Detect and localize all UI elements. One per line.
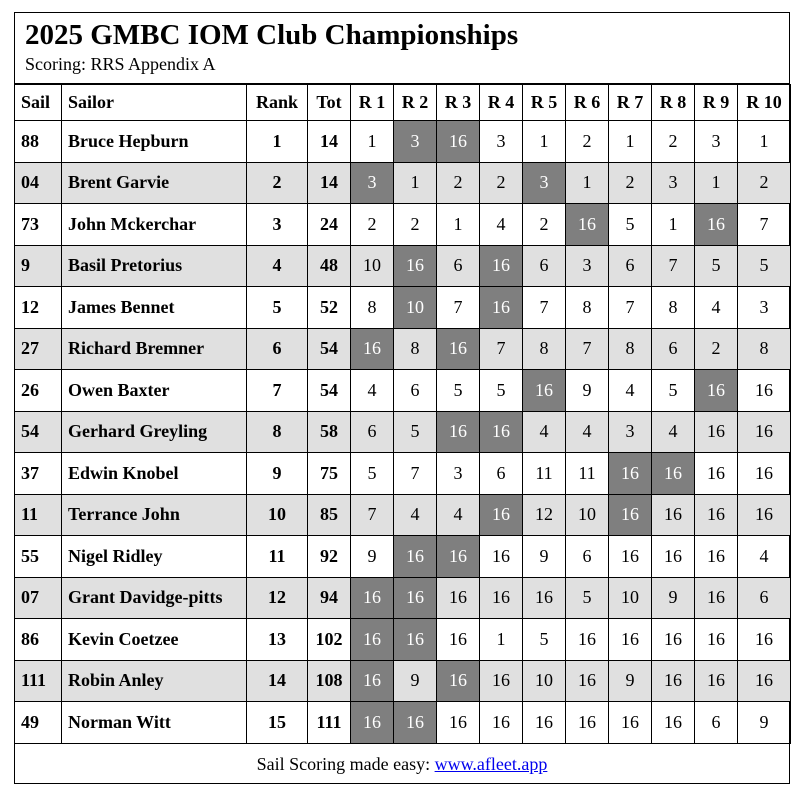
race-score-cell: 3 [437, 453, 480, 495]
rank-cell: 3 [247, 204, 308, 246]
sailor-name-cell: Grant Davidge-pitts [62, 577, 247, 619]
table-row [15, 453, 791, 495]
sailor-name-cell: Terrance John [62, 494, 247, 536]
column-header: R 8 [652, 85, 695, 121]
race-score-cell: 16 [523, 577, 566, 619]
discarded-score-cell: 16 [437, 411, 480, 453]
race-score-cell: 16 [609, 536, 652, 578]
race-score-cell: 4 [437, 494, 480, 536]
discarded-score-cell: 16 [480, 411, 523, 453]
total-cell: 14 [308, 121, 351, 163]
sailor-name-cell: James Bennet [62, 287, 247, 329]
race-score-cell: 5 [437, 370, 480, 412]
rank-cell: 9 [247, 453, 308, 495]
discarded-score-cell: 16 [351, 619, 394, 661]
total-cell: 94 [308, 577, 351, 619]
discarded-score-cell: 16 [609, 494, 652, 536]
total-cell: 58 [308, 411, 351, 453]
sail-number-cell: 37 [15, 453, 62, 495]
race-score-cell: 5 [695, 245, 738, 287]
column-header: Sail [15, 85, 62, 121]
table-row [15, 121, 791, 163]
sail-number-cell: 49 [15, 702, 62, 744]
race-score-cell: 9 [523, 536, 566, 578]
rank-cell: 8 [247, 411, 308, 453]
race-score-cell: 4 [480, 204, 523, 246]
race-score-cell: 3 [480, 121, 523, 163]
rank-cell: 10 [247, 494, 308, 536]
race-score-cell: 4 [695, 287, 738, 329]
total-cell: 48 [308, 245, 351, 287]
rank-cell: 5 [247, 287, 308, 329]
race-score-cell: 5 [738, 245, 791, 287]
discarded-score-cell: 16 [394, 619, 437, 661]
race-score-cell: 8 [351, 287, 394, 329]
race-score-cell: 6 [523, 245, 566, 287]
column-header: Rank [247, 85, 308, 121]
race-score-cell: 2 [523, 204, 566, 246]
discarded-score-cell: 16 [437, 660, 480, 702]
sailor-name-cell: Gerhard Greyling [62, 411, 247, 453]
discarded-score-cell: 16 [609, 453, 652, 495]
race-score-cell: 16 [695, 577, 738, 619]
discarded-score-cell: 16 [695, 370, 738, 412]
total-cell: 52 [308, 287, 351, 329]
total-cell: 111 [308, 702, 351, 744]
race-score-cell: 1 [738, 121, 791, 163]
race-score-cell: 4 [394, 494, 437, 536]
sailor-name-cell: Robin Anley [62, 660, 247, 702]
column-header: R 3 [437, 85, 480, 121]
race-score-cell: 8 [609, 328, 652, 370]
rank-cell: 12 [247, 577, 308, 619]
rank-cell: 4 [247, 245, 308, 287]
race-score-cell: 16 [738, 494, 791, 536]
race-score-cell: 6 [394, 370, 437, 412]
race-score-cell: 16 [437, 577, 480, 619]
race-score-cell: 16 [609, 619, 652, 661]
total-cell: 14 [308, 162, 351, 204]
race-score-cell: 7 [351, 494, 394, 536]
afleet-link[interactable]: www.afleet.app [434, 754, 548, 774]
discarded-score-cell: 16 [566, 204, 609, 246]
race-score-cell: 16 [695, 660, 738, 702]
discarded-score-cell: 16 [652, 453, 695, 495]
race-score-cell: 7 [566, 328, 609, 370]
results-sheet [14, 12, 790, 784]
race-score-cell: 16 [652, 619, 695, 661]
race-score-cell: 7 [437, 287, 480, 329]
discarded-score-cell: 16 [394, 245, 437, 287]
race-score-cell: 8 [523, 328, 566, 370]
table-row [15, 287, 791, 329]
race-score-cell: 7 [523, 287, 566, 329]
race-score-cell: 9 [738, 702, 791, 744]
sail-number-cell: 9 [15, 245, 62, 287]
discarded-score-cell: 16 [695, 204, 738, 246]
discarded-score-cell: 3 [523, 162, 566, 204]
race-score-cell: 6 [480, 453, 523, 495]
race-score-cell: 10 [351, 245, 394, 287]
total-cell: 54 [308, 370, 351, 412]
table-row [15, 162, 791, 204]
race-score-cell: 9 [566, 370, 609, 412]
race-score-cell: 2 [695, 328, 738, 370]
race-score-cell: 7 [394, 453, 437, 495]
footer [15, 743, 789, 783]
race-score-cell: 16 [695, 411, 738, 453]
rank-cell: 14 [247, 660, 308, 702]
race-score-cell: 1 [523, 121, 566, 163]
race-score-cell: 3 [652, 162, 695, 204]
race-score-cell: 5 [480, 370, 523, 412]
race-score-cell: 16 [695, 453, 738, 495]
sail-number-cell: 12 [15, 287, 62, 329]
race-score-cell: 10 [566, 494, 609, 536]
race-score-cell: 5 [351, 453, 394, 495]
race-score-cell: 16 [652, 494, 695, 536]
table-row [15, 536, 791, 578]
race-score-cell: 2 [351, 204, 394, 246]
race-score-cell: 16 [566, 660, 609, 702]
sailor-name-cell: Norman Witt [62, 702, 247, 744]
sail-number-cell: 54 [15, 411, 62, 453]
total-cell: 108 [308, 660, 351, 702]
race-score-cell: 16 [437, 702, 480, 744]
column-header: Tot [308, 85, 351, 121]
race-score-cell: 10 [523, 660, 566, 702]
sail-number-cell: 04 [15, 162, 62, 204]
sailor-name-cell: Brent Garvie [62, 162, 247, 204]
table-row [15, 577, 791, 619]
rank-cell: 6 [247, 328, 308, 370]
race-score-cell: 5 [652, 370, 695, 412]
race-score-cell: 16 [480, 702, 523, 744]
race-score-cell: 7 [609, 287, 652, 329]
table-row [15, 660, 791, 702]
race-score-cell: 1 [652, 204, 695, 246]
race-score-cell: 4 [351, 370, 394, 412]
total-cell: 54 [308, 328, 351, 370]
race-score-cell: 2 [480, 162, 523, 204]
race-score-cell: 16 [566, 619, 609, 661]
race-score-cell: 1 [695, 162, 738, 204]
race-score-cell: 16 [738, 370, 791, 412]
race-score-cell: 1 [351, 121, 394, 163]
scoring-subtitle: Scoring: RRS Appendix A [25, 54, 216, 74]
rank-cell: 7 [247, 370, 308, 412]
sail-number-cell: 26 [15, 370, 62, 412]
race-score-cell: 3 [695, 121, 738, 163]
discarded-score-cell: 16 [394, 536, 437, 578]
race-score-cell: 2 [738, 162, 791, 204]
discarded-score-cell: 16 [437, 536, 480, 578]
rank-cell: 2 [247, 162, 308, 204]
results-table-body [15, 121, 791, 744]
race-score-cell: 9 [609, 660, 652, 702]
race-score-cell: 16 [609, 702, 652, 744]
race-score-cell: 8 [738, 328, 791, 370]
race-score-cell: 16 [738, 660, 791, 702]
race-score-cell: 16 [437, 619, 480, 661]
race-score-cell: 5 [609, 204, 652, 246]
race-score-cell: 16 [566, 702, 609, 744]
table-header-row [15, 85, 791, 121]
column-header: R 1 [351, 85, 394, 121]
discarded-score-cell: 16 [480, 245, 523, 287]
race-score-cell: 1 [609, 121, 652, 163]
discarded-score-cell: 10 [394, 287, 437, 329]
race-score-cell: 16 [695, 494, 738, 536]
race-score-cell: 7 [738, 204, 791, 246]
race-score-cell: 12 [523, 494, 566, 536]
sail-number-cell: 73 [15, 204, 62, 246]
race-score-cell: 4 [523, 411, 566, 453]
sail-number-cell: 111 [15, 660, 62, 702]
table-row [15, 245, 791, 287]
race-score-cell: 16 [480, 536, 523, 578]
race-score-cell: 9 [394, 660, 437, 702]
race-score-cell: 11 [566, 453, 609, 495]
discarded-score-cell: 16 [523, 370, 566, 412]
race-score-cell: 16 [738, 619, 791, 661]
discarded-score-cell: 16 [394, 702, 437, 744]
race-score-cell: 4 [738, 536, 791, 578]
results-table [14, 84, 791, 744]
race-score-cell: 9 [652, 577, 695, 619]
race-score-cell: 4 [652, 411, 695, 453]
discarded-score-cell: 16 [480, 287, 523, 329]
race-score-cell: 5 [566, 577, 609, 619]
race-score-cell: 6 [738, 577, 791, 619]
race-score-cell: 2 [437, 162, 480, 204]
race-score-cell: 3 [738, 287, 791, 329]
race-score-cell: 16 [523, 702, 566, 744]
discarded-score-cell: 16 [351, 702, 394, 744]
table-row [15, 204, 791, 246]
sailor-name-cell: Bruce Hepburn [62, 121, 247, 163]
sailor-name-cell: Nigel Ridley [62, 536, 247, 578]
race-score-cell: 2 [566, 121, 609, 163]
total-cell: 85 [308, 494, 351, 536]
race-score-cell: 16 [652, 660, 695, 702]
column-header: R 2 [394, 85, 437, 121]
total-cell: 92 [308, 536, 351, 578]
total-cell: 24 [308, 204, 351, 246]
sail-number-cell: 88 [15, 121, 62, 163]
discarded-score-cell: 16 [437, 121, 480, 163]
table-row [15, 328, 791, 370]
footer-text: Sail Scoring made easy: [256, 754, 431, 774]
race-score-cell: 6 [437, 245, 480, 287]
race-score-cell: 2 [394, 204, 437, 246]
sailor-name-cell: Edwin Knobel [62, 453, 247, 495]
discarded-score-cell: 16 [351, 328, 394, 370]
sail-number-cell: 07 [15, 577, 62, 619]
race-score-cell: 6 [351, 411, 394, 453]
race-score-cell: 4 [609, 370, 652, 412]
race-score-cell: 6 [609, 245, 652, 287]
table-row [15, 411, 791, 453]
rank-cell: 11 [247, 536, 308, 578]
race-score-cell: 2 [652, 121, 695, 163]
sailor-name-cell: Owen Baxter [62, 370, 247, 412]
race-score-cell: 16 [652, 702, 695, 744]
discarded-score-cell: 16 [351, 577, 394, 619]
race-score-cell: 16 [652, 536, 695, 578]
race-score-cell: 4 [566, 411, 609, 453]
race-score-cell: 2 [609, 162, 652, 204]
race-score-cell: 16 [480, 660, 523, 702]
race-score-cell: 8 [652, 287, 695, 329]
sail-number-cell: 86 [15, 619, 62, 661]
race-score-cell: 5 [523, 619, 566, 661]
sailor-name-cell: Basil Pretorius [62, 245, 247, 287]
race-score-cell: 11 [523, 453, 566, 495]
race-score-cell: 8 [566, 287, 609, 329]
sailor-name-cell: Kevin Coetzee [62, 619, 247, 661]
race-score-cell: 3 [609, 411, 652, 453]
race-score-cell: 16 [695, 536, 738, 578]
table-row [15, 619, 791, 661]
column-header: R 10 [738, 85, 791, 121]
sail-number-cell: 11 [15, 494, 62, 536]
discarded-score-cell: 16 [351, 660, 394, 702]
sailor-name-cell: Richard Bremner [62, 328, 247, 370]
race-score-cell: 6 [695, 702, 738, 744]
race-score-cell: 7 [652, 245, 695, 287]
race-score-cell: 1 [480, 619, 523, 661]
race-score-cell: 6 [652, 328, 695, 370]
total-cell: 102 [308, 619, 351, 661]
discarded-score-cell: 16 [437, 328, 480, 370]
rank-cell: 15 [247, 702, 308, 744]
discarded-score-cell: 16 [480, 494, 523, 536]
race-score-cell: 1 [394, 162, 437, 204]
race-score-cell: 10 [609, 577, 652, 619]
column-header: Sailor [62, 85, 247, 121]
results-header [15, 13, 789, 84]
sailor-name-cell: John Mckerchar [62, 204, 247, 246]
race-score-cell: 16 [738, 453, 791, 495]
sail-number-cell: 27 [15, 328, 62, 370]
column-header: R 7 [609, 85, 652, 121]
column-header: R 9 [695, 85, 738, 121]
rank-cell: 1 [247, 121, 308, 163]
race-score-cell: 1 [566, 162, 609, 204]
race-score-cell: 16 [738, 411, 791, 453]
race-score-cell: 6 [566, 536, 609, 578]
discarded-score-cell: 3 [394, 121, 437, 163]
race-score-cell: 16 [480, 577, 523, 619]
race-score-cell: 7 [480, 328, 523, 370]
table-row [15, 370, 791, 412]
race-score-cell: 8 [394, 328, 437, 370]
race-score-cell: 9 [351, 536, 394, 578]
race-score-cell: 1 [437, 204, 480, 246]
column-header: R 6 [566, 85, 609, 121]
table-row [15, 494, 791, 536]
table-row [15, 702, 791, 744]
race-score-cell: 5 [394, 411, 437, 453]
column-header: R 4 [480, 85, 523, 121]
discarded-score-cell: 16 [394, 577, 437, 619]
column-header: R 5 [523, 85, 566, 121]
race-score-cell: 3 [566, 245, 609, 287]
page-title: 2025 GMBC IOM Club Championships [25, 19, 519, 51]
total-cell: 75 [308, 453, 351, 495]
sail-number-cell: 55 [15, 536, 62, 578]
discarded-score-cell: 3 [351, 162, 394, 204]
rank-cell: 13 [247, 619, 308, 661]
race-score-cell: 16 [695, 619, 738, 661]
